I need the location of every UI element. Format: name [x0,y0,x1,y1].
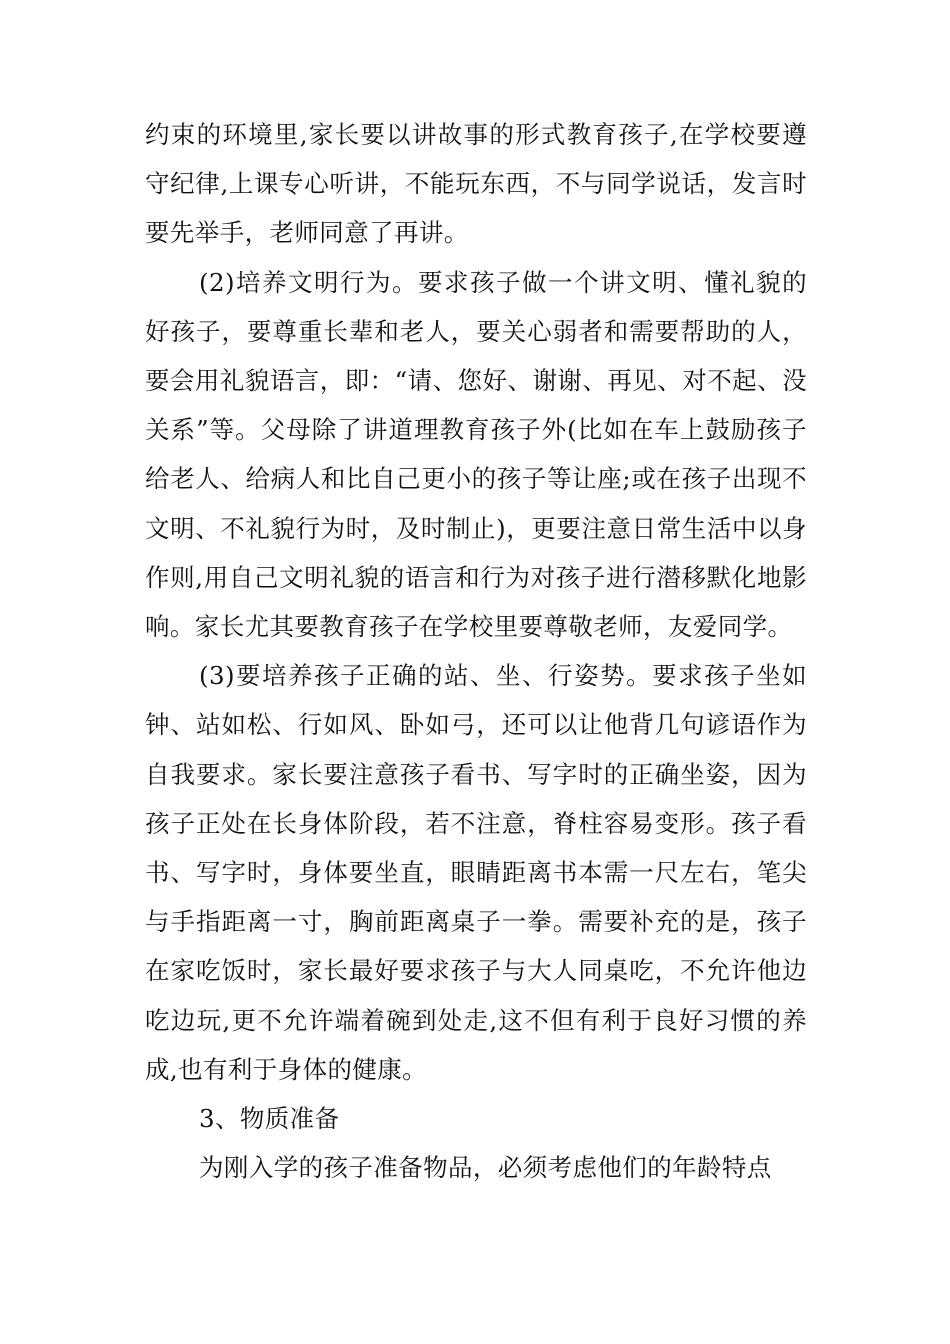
paragraph-material-preparation: 为刚入学的孩子准备物品，必须考虑他们的年龄特点 [199,1153,772,1183]
paragraph-continuation: 约束的环境里,家长要以讲故事的形式教育孩子,在学校要遵守纪律,上课专心听讲，不能玩东西，不与同学说话，发言时要先举手，老师同意了再讲。 [145,120,807,248]
paragraph-civilized-behavior: (2)培养文明行为。要求孩子做一个讲文明、懂礼貌的好孩子，要尊重长辈和老人，要关心弱者和需要帮助的人，要会用礼貌语言，即：“请、您好、谢谢、再见、对不起、没关系”等。父母除了讲道理教育孩子外(比如在车上鼓励孩子给老人、给病人和比自己更小的孩子等让座;或在孩子出现不文明、不礼貌行为时，及时制止)，更要注意日常生活中以身作则,用自己文明礼貌的语言和行为对孩子进行潜移默化地影响。家长尤其要教育孩子在学校里要尊敬老师，友爱同学。 [145,267,807,642]
document-page [145,110,807,1192]
section-heading-material-preparation: 3、物质准备 [199,1104,340,1134]
paragraph-posture: (3)要培养孩子正确的站、坐、行姿势。要求孩子坐如钟、站如松、行如风、卧如弓，还可以让他背几句谚语作为自我要求。家长要注意孩子看书、写字时的正确坐姿，因为孩子正处在长身体阶段，若不注意，脊柱容易变形。孩子看书、写字时，身体要坐直，眼睛距离书本需一尺左右，笔尖与手指距离一寸，胸前距离桌子一拳。需要补充的是，孩子在家吃饭时，家长最好要求孩子与大人同桌吃，不允许他边吃边玩,更不允许端着碗到处走,这不但有利于良好习惯的养成,也有利于身体的健康。 [145,661,807,1084]
